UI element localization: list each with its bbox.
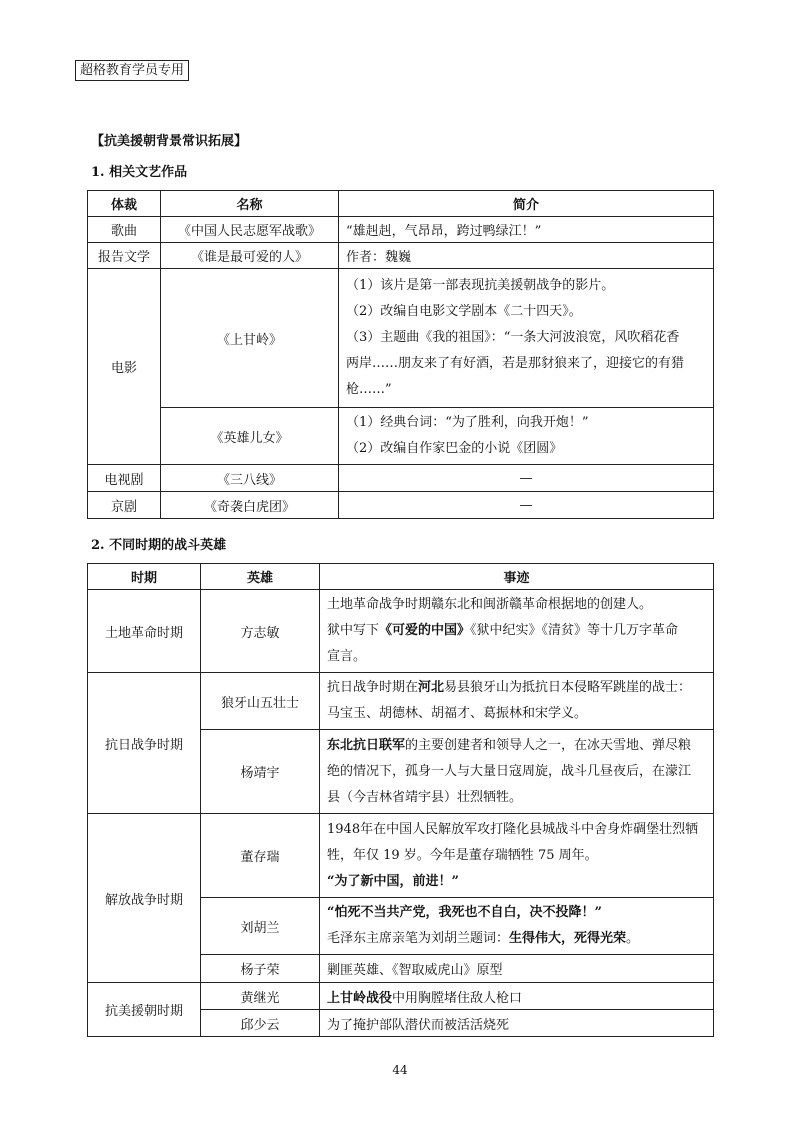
deeds-line: 宣言。 <box>327 649 367 664</box>
section1-title: 1. 相关文艺作品 <box>91 165 188 180</box>
literary-works-table <box>87 190 714 519</box>
heroes-table <box>87 563 714 1037</box>
table-header-row <box>88 191 714 217</box>
deeds-emphasis: 《可爱的中国》 <box>379 623 471 638</box>
hero-cell: 刘胡兰 <box>201 898 320 955</box>
work-name-cell: 《上甘岭》 <box>161 269 339 408</box>
col-header-intro: 简介 <box>339 191 714 217</box>
table-row <box>88 217 714 243</box>
genre-cell: 京剧 <box>88 492 161 519</box>
genre-cell: 歌曲 <box>88 217 161 243</box>
table-row <box>88 269 714 408</box>
work-name-cell: 《英雄儿女》 <box>161 408 339 465</box>
deeds-line <box>327 869 706 895</box>
intro-line: 两岸……朋友来了有好酒，若是那豺狼来了，迎接它的有猎 <box>346 356 685 371</box>
deeds-text: 《狱中纪实》《清贫》等十几万字革命 <box>470 623 679 638</box>
deeds-line: 绝的情况下，孤身一人与大量日寇周旋，战斗几昼夜后，在濛江 <box>327 763 692 779</box>
hero-cell: 黄继光 <box>201 983 320 1010</box>
col-header-genre: 体裁 <box>88 191 161 217</box>
table-row <box>88 243 714 269</box>
col-header-hero: 英雄 <box>201 564 320 590</box>
deeds-text: 易县狼牙山为抵抗日本侵略军跳崖的战士： <box>444 680 692 695</box>
header-label: 超格教育学员专用 <box>75 60 189 81</box>
deeds-emphasis: “为了新中国，前进！” <box>327 873 459 889</box>
deeds-text: 狱中写下 <box>327 623 380 638</box>
intro-cell: — <box>339 465 714 492</box>
intro-cell <box>339 408 714 465</box>
deeds-line: 土地革命战争时期赣东北和闽浙赣革命根据地的创建人。 <box>327 597 653 612</box>
section2-title: 2. 不同时期的战斗英雄 <box>91 538 227 553</box>
hero-cell: 杨子荣 <box>201 955 320 983</box>
deeds-cell: 为了掩护部队潜伏而被活活烧死 <box>320 1010 714 1037</box>
deeds-cell <box>320 730 714 814</box>
period-cell: 解放战争时期 <box>88 814 201 983</box>
table-row <box>88 408 714 465</box>
deeds-cell <box>320 898 714 955</box>
deeds-emphasis: 上甘岭战役 <box>327 990 393 1006</box>
table-row <box>88 465 714 492</box>
intro-cell: 作者：魏巍 <box>339 243 714 269</box>
intro-line: （2）改编自电影文学剧本《二十四天》。 <box>346 304 582 319</box>
genre-cell: 电影 <box>88 269 161 465</box>
deeds-cell <box>320 983 714 1010</box>
deeds-cell <box>320 814 714 898</box>
intro-cell: — <box>339 492 714 519</box>
page-number: 44 <box>392 1063 408 1077</box>
genre-cell: 电视剧 <box>88 465 161 492</box>
genre-cell: 报告文学 <box>88 243 161 269</box>
deeds-text: 中用胸膛堵住敌人枪口 <box>392 990 523 1006</box>
intro-line: （1）该片是第一部表现抗美援朝战争的影片。 <box>346 278 615 293</box>
intro-line: 枪……” <box>346 382 392 397</box>
work-name-cell: 《谁是最可爱的人》 <box>161 243 339 269</box>
deeds-cell <box>320 590 714 673</box>
work-name-cell: 《奇袭白虎团》 <box>161 492 339 519</box>
deeds-line: 马宝玉、胡德林、胡福才、葛振林和宋学义。 <box>327 706 588 721</box>
table-header-row <box>88 564 714 590</box>
main-title: 【抗美援朝背景常识拓展】 <box>91 134 248 149</box>
intro-line: （3）主题曲《我的祖国》：“一条大河波浪宽，风吹稻花香 <box>346 330 680 345</box>
table-row <box>88 673 714 730</box>
deeds-line <box>327 926 706 952</box>
deeds-line: 县（今吉林省靖宇县）壮烈牺牲。 <box>327 789 523 805</box>
deeds-text: 毛泽东主席亲笔为刘胡兰题词： <box>327 931 510 946</box>
col-header-deeds: 事迹 <box>320 564 714 590</box>
hero-cell: 方志敏 <box>201 590 320 673</box>
period-cell: 土地革命时期 <box>88 590 201 673</box>
table-row <box>88 590 714 673</box>
work-name-cell: 《中国人民志愿军战歌》 <box>161 217 339 243</box>
hero-cell: 邱少云 <box>201 1010 320 1037</box>
hero-cell: 狼牙山五壮士 <box>201 673 320 730</box>
table-row <box>88 814 714 898</box>
deeds-emphasis: 河北 <box>418 680 445 695</box>
table-row <box>88 492 714 519</box>
table-row <box>88 983 714 1010</box>
deeds-cell <box>320 673 714 730</box>
hero-cell: 董存瑞 <box>201 814 320 898</box>
deeds-emphasis: 东北抗日联军 <box>327 737 406 753</box>
hero-cell: 杨靖宇 <box>201 730 320 814</box>
intro-line: （1）经典台词：“为了胜利，向我开炮！” <box>346 415 589 430</box>
deeds-line: 牲，年仅 19 岁。今年是董存瑞牺牲 75 周年。 <box>327 847 598 863</box>
col-header-period: 时期 <box>88 564 201 590</box>
intro-line: （2）改编自作家巴金的小说《团圆》 <box>346 441 563 456</box>
col-header-name: 名称 <box>161 191 339 217</box>
deeds-text: 的主要创建者和领导人之一，在冰天雪地、弹尽粮 <box>405 737 692 753</box>
work-name-cell: 《三八线》 <box>161 465 339 492</box>
deeds-line <box>327 618 706 644</box>
intro-cell: “雄赳赳，气昂昂，跨过鸭绿江！” <box>339 217 714 243</box>
period-cell: 抗日战争时期 <box>88 673 201 814</box>
intro-cell <box>339 269 714 408</box>
deeds-line <box>327 900 706 926</box>
deeds-emphasis: “怕死不当共产党，我死也不自白，决不投降！” <box>327 905 602 920</box>
deeds-line: 1948年在中国人民解放军攻打隆化县城战斗中舍身炸碉堡壮烈牺 <box>327 821 699 837</box>
deeds-cell: 剿匪英雄、《智取威虎山》原型 <box>320 955 714 983</box>
deeds-line <box>327 733 706 759</box>
deeds-text: 。 <box>626 931 640 946</box>
deeds-emphasis: 生得伟大，死得光荣 <box>509 931 627 946</box>
period-cell: 抗美援朝时期 <box>88 983 201 1037</box>
deeds-line <box>327 675 706 701</box>
deeds-text: 抗日战争时期在 <box>327 680 419 695</box>
